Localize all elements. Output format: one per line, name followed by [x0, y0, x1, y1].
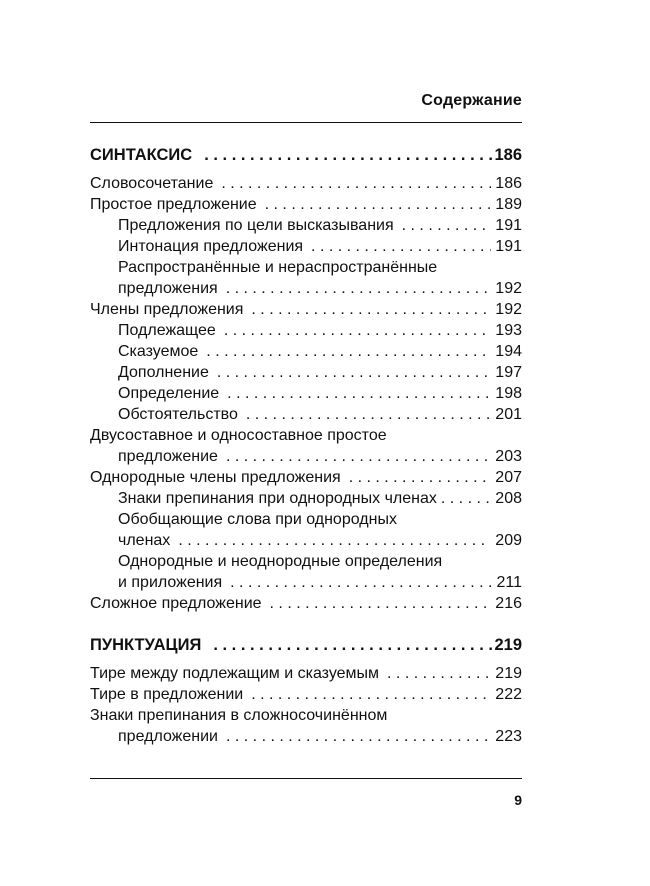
- toc-entry[interactable]: [90, 383, 522, 404]
- running-head: Содержание: [421, 92, 522, 109]
- dot-leader: [251, 299, 491, 320]
- toc-entry-title: Предложения по цели высказывания: [118, 217, 394, 234]
- dot-leader: [230, 572, 492, 593]
- toc-entry-page: 211: [496, 574, 522, 591]
- toc-entry-page: 219: [495, 665, 522, 682]
- toc-entry-continuation[interactable]: [90, 726, 522, 747]
- toc-entry[interactable]: [90, 194, 522, 215]
- toc-entry[interactable]: [90, 593, 522, 614]
- toc-entry-title: предложении: [118, 728, 218, 745]
- toc-entry-page: 186: [495, 175, 522, 192]
- toc-entry-page: 192: [495, 280, 522, 297]
- toc-heading-punctuation[interactable]: [90, 633, 522, 657]
- dot-leader: [217, 362, 491, 383]
- toc-entry[interactable]: [90, 551, 522, 572]
- toc-entry-title: Члены предложения: [90, 301, 244, 318]
- toc-entry-title: Распространённые и нераспространённые: [118, 259, 438, 276]
- toc-entry-page: 198: [495, 385, 522, 402]
- toc-section-syntax: [90, 143, 522, 614]
- toc-entry-title: Тире между подлежащим и сказуемым: [90, 665, 380, 682]
- dot-leader: [270, 593, 492, 614]
- toc-entry-page: 201: [495, 406, 522, 423]
- toc-entry-title: Подлежащее: [118, 322, 216, 339]
- toc-entry[interactable]: [90, 509, 522, 530]
- toc-entry-page: 203: [495, 448, 522, 465]
- toc-entry-title: Определение: [118, 385, 220, 402]
- toc-entry-title: Однородные и неоднородные определения: [118, 553, 443, 570]
- toc-entry-title: предложения: [118, 280, 218, 297]
- toc-entry[interactable]: [90, 705, 522, 726]
- toc-entry[interactable]: [90, 299, 522, 320]
- toc-entry-continuation[interactable]: [90, 446, 522, 467]
- toc-entry-page: 208: [495, 490, 522, 507]
- toc-entry[interactable]: [90, 488, 522, 509]
- toc-entry[interactable]: [90, 173, 522, 194]
- toc-entry-page: 209: [495, 532, 522, 549]
- toc-entry[interactable]: [90, 257, 522, 278]
- toc-entry-title: Знаки препинания при однородных членах: [118, 490, 437, 507]
- toc-entry[interactable]: [90, 684, 522, 705]
- toc-entry[interactable]: [90, 320, 522, 341]
- toc-entry-page: 207: [495, 469, 522, 486]
- toc-entry-page: 189: [495, 196, 522, 213]
- toc-heading-page: 186: [494, 146, 522, 164]
- dot-leader: [178, 530, 491, 551]
- toc-entry-continuation[interactable]: [90, 530, 522, 551]
- toc-entry-page: 216: [495, 595, 522, 612]
- toc-entry[interactable]: [90, 404, 522, 425]
- toc-entry-continuation[interactable]: [90, 572, 522, 593]
- toc-entry[interactable]: [90, 467, 522, 488]
- dot-leader: [213, 633, 492, 657]
- dot-leader: [204, 143, 492, 167]
- toc-entry[interactable]: [90, 236, 522, 257]
- toc-entry[interactable]: [90, 215, 522, 236]
- toc-entry-title: предложение: [118, 448, 218, 465]
- toc-entry[interactable]: [90, 663, 522, 684]
- dot-leader: [227, 383, 491, 404]
- dot-leader: [387, 663, 491, 684]
- dot-leader: [206, 341, 491, 362]
- toc-entry-title: Однородные члены предложения: [90, 469, 341, 486]
- toc-entry-page: 197: [495, 364, 522, 381]
- toc-entry-page: 223: [495, 728, 522, 745]
- dot-leader: [349, 467, 492, 488]
- toc-entry-title: Обобщающие слова при однородных: [118, 511, 397, 528]
- toc-entry-continuation[interactable]: [90, 278, 522, 299]
- dot-leader: [402, 215, 492, 236]
- dot-leader: [441, 488, 491, 509]
- toc-entry-title: Сказуемое: [118, 343, 199, 360]
- toc-entry[interactable]: [90, 362, 522, 383]
- dot-leader: [226, 278, 492, 299]
- toc-entry-page: 193: [495, 322, 522, 339]
- toc-heading-page: 219: [494, 636, 522, 654]
- toc-entry-title: Тире в предложении: [90, 686, 244, 703]
- toc-entry-page: 191: [495, 238, 522, 255]
- toc-heading-title: ПУНКТУАЦИЯ: [90, 636, 202, 654]
- footer-rule: [90, 778, 522, 779]
- toc-entry[interactable]: [90, 425, 522, 446]
- toc-entry-title: Двусоставное и односоставное простое: [90, 427, 387, 444]
- toc-entry-title: Словосочетание: [90, 175, 214, 192]
- dot-leader: [251, 684, 491, 705]
- dot-leader: [265, 194, 492, 215]
- toc-heading-title: СИНТАКСИС: [90, 146, 193, 164]
- toc-entry-title: Сложное предложение: [90, 595, 262, 612]
- toc-entry-title: Обстоятельство: [118, 406, 238, 423]
- page-number: 9: [514, 792, 522, 808]
- toc-entry-title: Интонация предложения: [118, 238, 304, 255]
- dot-leader: [246, 404, 491, 425]
- toc-section-punctuation: [90, 633, 522, 747]
- toc-entry-page: 222: [495, 686, 522, 703]
- toc-entry-title: Дополнение: [118, 364, 209, 381]
- dot-leader: [311, 236, 491, 257]
- toc-entry[interactable]: [90, 341, 522, 362]
- toc-entry-title: и приложения: [118, 574, 223, 591]
- toc-entry-page: 191: [495, 217, 522, 234]
- toc-heading-syntax[interactable]: [90, 143, 522, 167]
- toc-entry-page: 192: [495, 301, 522, 318]
- toc-entry-title: Знаки препинания в сложносочинённом: [90, 707, 388, 724]
- toc-entry-title: Простое предложение: [90, 196, 257, 213]
- toc-entry-page: 194: [495, 343, 522, 360]
- dot-leader: [221, 173, 491, 194]
- dot-leader: [224, 320, 491, 341]
- dot-leader: [226, 446, 491, 467]
- dot-leader: [226, 726, 491, 747]
- toc-entry-title: членах: [118, 532, 171, 549]
- header-rule: [90, 122, 522, 123]
